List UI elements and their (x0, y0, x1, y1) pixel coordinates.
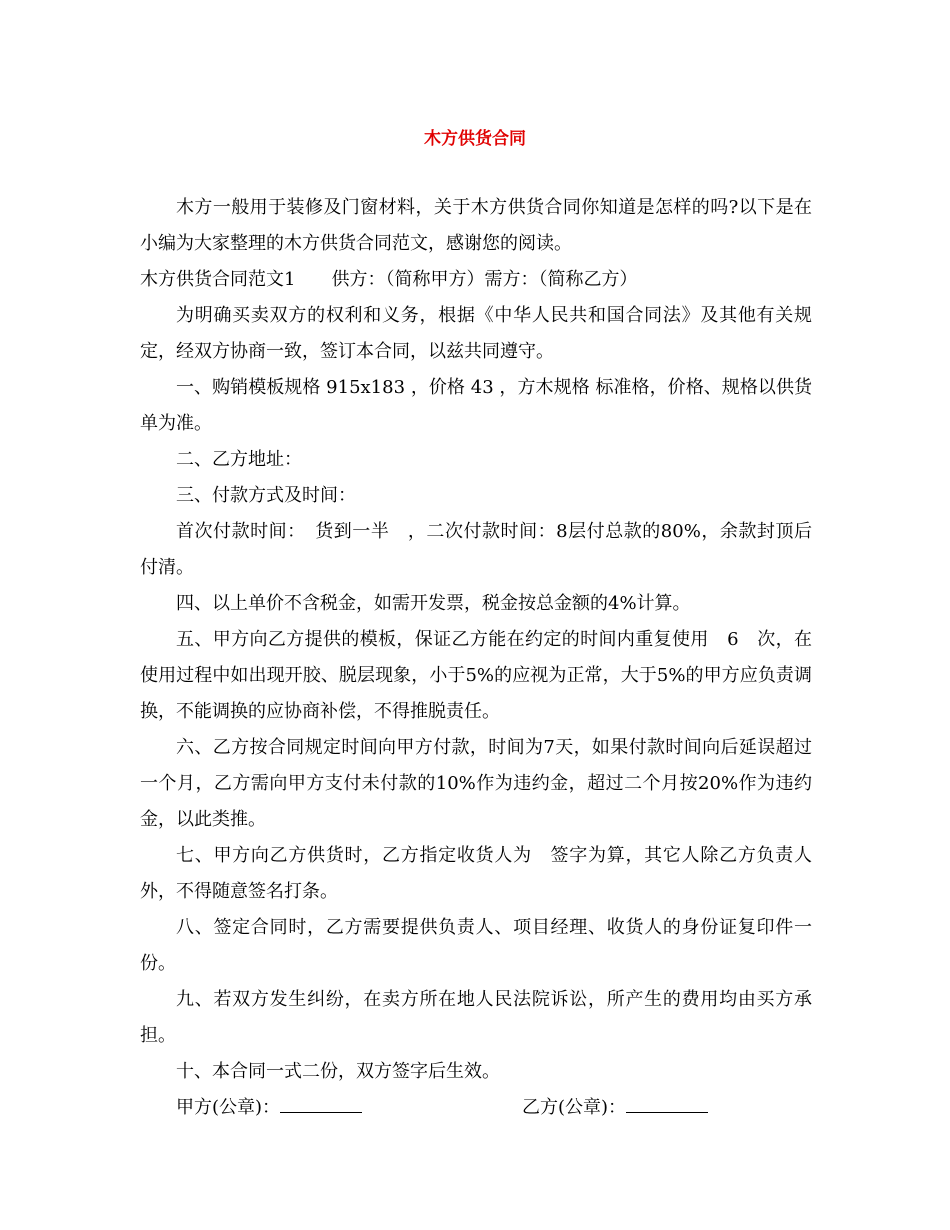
party-b-signature (522, 1090, 708, 1126)
clause-7: 七、甲方向乙方供货时，乙方指定收货人为 签字为算，其它人除乙方负责人外，不得随意签名打条。 (140, 845, 812, 902)
clause-5: 五、甲方向乙方提供的模板，保证乙方能在约定的时间内重复使用 6 次，在使用过程中如出现开胶、脱层现象，小于5%的应视为正常，大于5%的甲方应负责调换，不能调换的应协商补偿，不得推脱责任。 (140, 629, 812, 722)
clause-1: 一、购销模板规格 915x183 ，价格 43 ，方木规格 标准格，价格、规格以供货单为准。 (140, 377, 812, 434)
party-a-blank[interactable] (280, 1092, 362, 1113)
party-b-blank[interactable] (626, 1092, 708, 1113)
preamble-paragraph: 为明确买卖双方的权利和义务，根据《中华人民共和国合同法》及其他有关规定，经双方协商一致，签订本合同，以兹共同遵守。 (140, 305, 812, 362)
clause-3-detail: 首次付款时间： 货到一半 ，二次付款时间：8层付总款的80%，余款封顶后付清。 (140, 521, 812, 578)
clause-2: 二、乙方地址： (176, 449, 302, 470)
document-body (140, 190, 812, 1126)
clause-8: 八、签定合同时，乙方需要提供负责人、项目经理、收货人的身份证复印件一份。 (140, 917, 812, 974)
clause-10: 十、本合同一式二份，双方签字后生效。 (176, 1061, 500, 1082)
party-a-signature (176, 1090, 522, 1126)
clause-6: 六、乙方按合同规定时间向甲方付款，时间为7天，如果付款时间向后延误超过一个月，乙方需向甲方支付未付款的10%作为违约金，超过二个月按20%作为违约金，以此类推。 (140, 737, 812, 830)
clause-9: 九、若双方发生纠纷，在卖方所在地人民法院诉讼，所产生的费用均由买方承担。 (140, 989, 812, 1046)
clause-4: 四、以上单价不含税金，如需开发票，税金按总金额的4%计算。 (176, 593, 691, 614)
party-a-label: 甲方(公章)： (176, 1097, 281, 1118)
signature-row (140, 1090, 812, 1126)
document-title: 木方供货合同 (424, 129, 526, 149)
sample-heading: 木方供货合同范文1 供方：（简称甲方）需方：（简称乙方） (140, 269, 638, 290)
clause-3: 三、付款方式及时间： (176, 485, 356, 506)
intro-paragraph: 木方一般用于装修及门窗材料，关于木方供货合同你知道是怎样的吗?以下是在小编为大家整理的木方供货合同范文，感谢您的阅读。 (140, 197, 812, 254)
party-b-label: 乙方(公章)： (522, 1097, 627, 1118)
